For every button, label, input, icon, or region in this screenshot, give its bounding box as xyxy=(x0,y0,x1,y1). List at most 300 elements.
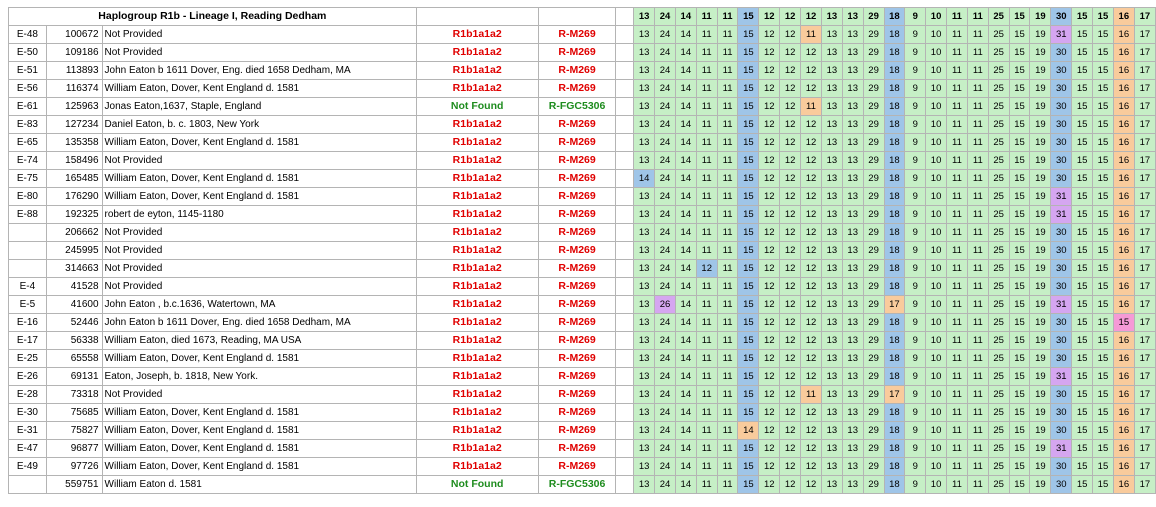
marker-value-cell: 15 xyxy=(738,314,759,332)
marker-value-cell: 12 xyxy=(801,332,822,350)
haplogroup-cell: R1b1a1a2 xyxy=(416,170,538,188)
marker-value-cell: 13 xyxy=(634,44,655,62)
marker-value-cell: 15 xyxy=(1009,224,1030,242)
marker-value-cell: 25 xyxy=(988,314,1009,332)
marker-value-cell: 9 xyxy=(905,422,926,440)
marker-value-cell: 16 xyxy=(1113,170,1134,188)
marker-value-cell: 17 xyxy=(1134,224,1155,242)
marker-value-cell: 17 xyxy=(1134,332,1155,350)
marker-value-cell: 11 xyxy=(947,80,968,98)
marker-value-cell: 12 xyxy=(759,314,780,332)
marker-value-cell: 12 xyxy=(780,458,801,476)
spacer-cell xyxy=(616,44,634,62)
marker-value-cell: 16 xyxy=(1113,152,1134,170)
marker-value-cell: 31 xyxy=(1051,206,1072,224)
marker-value-cell: 13 xyxy=(842,314,863,332)
marker-value-cell: 13 xyxy=(842,278,863,296)
member-id-cell: E-48 xyxy=(9,26,47,44)
marker-value-cell: 13 xyxy=(821,44,842,62)
marker-value-cell: 15 xyxy=(1072,260,1093,278)
table-row xyxy=(9,350,1156,368)
marker-value-cell: 10 xyxy=(926,476,947,494)
marker-value-cell: 11 xyxy=(947,44,968,62)
marker-value-cell: 18 xyxy=(884,44,905,62)
marker-value-cell: 12 xyxy=(801,440,822,458)
marker-value-cell: 25 xyxy=(988,404,1009,422)
marker-value-cell: 17 xyxy=(1134,278,1155,296)
marker-value-cell: 9 xyxy=(905,80,926,98)
marker-value-cell: 29 xyxy=(863,422,884,440)
table-title: Haplogroup R1b - Lineage I, Reading Dedham xyxy=(9,8,417,26)
marker-value-cell: 11 xyxy=(717,422,738,440)
marker-value-cell: 11 xyxy=(947,260,968,278)
ancestor-name-cell: William Eaton, Dover, Kent England d. 1581 xyxy=(102,440,416,458)
haplogroup-table xyxy=(8,7,1156,494)
marker-value-cell: 17 xyxy=(1134,386,1155,404)
marker-value-cell: 13 xyxy=(821,386,842,404)
marker-value-cell: 13 xyxy=(842,188,863,206)
marker-value-cell: 12 xyxy=(801,44,822,62)
marker-value-cell: 15 xyxy=(1072,116,1093,134)
marker-value-cell: 30 xyxy=(1051,152,1072,170)
marker-value-cell: 29 xyxy=(863,458,884,476)
marker-value-cell: 18 xyxy=(884,314,905,332)
marker-value-cell: 24 xyxy=(655,98,676,116)
marker-value-cell: 19 xyxy=(1030,242,1051,260)
marker-value-cell: 30 xyxy=(1051,332,1072,350)
marker-value-cell: 30 xyxy=(1051,350,1072,368)
ancestor-name-cell: Eaton, Joseph, b. 1818, New York. xyxy=(102,368,416,386)
marker-value-cell: 11 xyxy=(967,458,988,476)
marker-value-cell: 10 xyxy=(926,98,947,116)
marker-value-cell: 19 xyxy=(1030,368,1051,386)
marker-value-cell: 17 xyxy=(1134,206,1155,224)
header-hg-cell xyxy=(416,8,538,26)
marker-value-cell: 11 xyxy=(967,332,988,350)
marker-value-cell: 9 xyxy=(905,368,926,386)
table-row xyxy=(9,440,1156,458)
marker-header-cell: 29 xyxy=(863,8,884,26)
marker-value-cell: 29 xyxy=(863,350,884,368)
marker-value-cell: 13 xyxy=(842,260,863,278)
marker-value-cell: 30 xyxy=(1051,134,1072,152)
marker-value-cell: 12 xyxy=(759,26,780,44)
marker-value-cell: 15 xyxy=(738,170,759,188)
member-id-cell: E-5 xyxy=(9,296,47,314)
member-id-cell: E-30 xyxy=(9,404,47,422)
ancestor-name-cell: John Eaton , b.c.1636, Watertown, MA xyxy=(102,296,416,314)
marker-value-cell: 9 xyxy=(905,116,926,134)
marker-value-cell: 19 xyxy=(1030,278,1051,296)
marker-value-cell: 13 xyxy=(821,458,842,476)
marker-value-cell: 14 xyxy=(738,422,759,440)
snp-cell: R-M269 xyxy=(538,404,616,422)
marker-value-cell: 13 xyxy=(634,386,655,404)
haplogroup-cell: R1b1a1a2 xyxy=(416,404,538,422)
spacer-cell xyxy=(616,242,634,260)
marker-value-cell: 13 xyxy=(842,224,863,242)
spacer-cell xyxy=(616,170,634,188)
marker-value-cell: 31 xyxy=(1051,368,1072,386)
marker-value-cell: 11 xyxy=(696,368,717,386)
marker-value-cell: 25 xyxy=(988,296,1009,314)
kit-number-cell: 69131 xyxy=(46,368,102,386)
marker-value-cell: 15 xyxy=(1093,278,1114,296)
spacer-cell xyxy=(616,116,634,134)
marker-value-cell: 9 xyxy=(905,170,926,188)
marker-value-cell: 12 xyxy=(801,350,822,368)
marker-value-cell: 9 xyxy=(905,224,926,242)
marker-value-cell: 15 xyxy=(738,296,759,314)
marker-value-cell: 12 xyxy=(801,62,822,80)
marker-header-cell: 17 xyxy=(1134,8,1155,26)
marker-value-cell: 13 xyxy=(821,350,842,368)
marker-value-cell: 12 xyxy=(801,170,822,188)
haplogroup-cell: R1b1a1a2 xyxy=(416,242,538,260)
marker-value-cell: 11 xyxy=(967,62,988,80)
marker-value-cell: 12 xyxy=(801,134,822,152)
snp-cell: R-M269 xyxy=(538,44,616,62)
marker-value-cell: 9 xyxy=(905,350,926,368)
marker-value-cell: 12 xyxy=(759,440,780,458)
spacer-cell xyxy=(616,404,634,422)
marker-value-cell: 24 xyxy=(655,242,676,260)
marker-value-cell: 16 xyxy=(1113,62,1134,80)
haplogroup-cell: R1b1a1a2 xyxy=(416,440,538,458)
ancestor-name-cell: Not Provided xyxy=(102,260,416,278)
marker-value-cell: 25 xyxy=(988,206,1009,224)
marker-value-cell: 15 xyxy=(738,44,759,62)
marker-value-cell: 11 xyxy=(967,440,988,458)
marker-value-cell: 12 xyxy=(780,80,801,98)
marker-value-cell: 11 xyxy=(717,80,738,98)
marker-value-cell: 15 xyxy=(1009,404,1030,422)
marker-value-cell: 25 xyxy=(988,188,1009,206)
haplogroup-cell: R1b1a1a2 xyxy=(416,152,538,170)
marker-value-cell: 11 xyxy=(717,44,738,62)
marker-value-cell: 26 xyxy=(655,296,676,314)
marker-value-cell: 9 xyxy=(905,332,926,350)
marker-value-cell: 11 xyxy=(696,440,717,458)
marker-value-cell: 10 xyxy=(926,224,947,242)
marker-value-cell: 11 xyxy=(967,476,988,494)
marker-value-cell: 12 xyxy=(759,188,780,206)
marker-value-cell: 10 xyxy=(926,188,947,206)
marker-value-cell: 11 xyxy=(967,152,988,170)
marker-value-cell: 11 xyxy=(696,350,717,368)
snp-cell: R-M269 xyxy=(538,458,616,476)
marker-value-cell: 18 xyxy=(884,170,905,188)
marker-value-cell: 29 xyxy=(863,386,884,404)
marker-header-cell: 14 xyxy=(675,8,696,26)
haplogroup-cell: R1b1a1a2 xyxy=(416,332,538,350)
marker-value-cell: 14 xyxy=(675,386,696,404)
marker-value-cell: 12 xyxy=(780,98,801,116)
table-row xyxy=(9,332,1156,350)
marker-value-cell: 12 xyxy=(759,242,780,260)
marker-value-cell: 12 xyxy=(780,350,801,368)
marker-value-cell: 16 xyxy=(1113,224,1134,242)
ancestor-name-cell: Not Provided xyxy=(102,26,416,44)
marker-value-cell: 25 xyxy=(988,170,1009,188)
marker-value-cell: 10 xyxy=(926,62,947,80)
marker-value-cell: 14 xyxy=(675,368,696,386)
marker-value-cell: 24 xyxy=(655,134,676,152)
haplogroup-cell: R1b1a1a2 xyxy=(416,422,538,440)
marker-value-cell: 29 xyxy=(863,242,884,260)
marker-value-cell: 29 xyxy=(863,152,884,170)
marker-value-cell: 17 xyxy=(1134,368,1155,386)
marker-value-cell: 11 xyxy=(801,386,822,404)
marker-value-cell: 18 xyxy=(884,476,905,494)
marker-value-cell: 14 xyxy=(675,152,696,170)
marker-value-cell: 12 xyxy=(759,332,780,350)
marker-header-cell: 11 xyxy=(717,8,738,26)
marker-value-cell: 24 xyxy=(655,404,676,422)
member-id-cell: E-75 xyxy=(9,170,47,188)
marker-value-cell: 10 xyxy=(926,260,947,278)
marker-value-cell: 12 xyxy=(759,152,780,170)
marker-header-cell: 19 xyxy=(1030,8,1051,26)
table-row xyxy=(9,422,1156,440)
marker-value-cell: 12 xyxy=(780,278,801,296)
marker-value-cell: 15 xyxy=(738,332,759,350)
marker-value-cell: 10 xyxy=(926,206,947,224)
marker-value-cell: 17 xyxy=(1134,422,1155,440)
marker-value-cell: 12 xyxy=(801,314,822,332)
marker-value-cell: 11 xyxy=(967,386,988,404)
marker-value-cell: 15 xyxy=(1093,134,1114,152)
marker-value-cell: 13 xyxy=(842,242,863,260)
marker-value-cell: 13 xyxy=(634,224,655,242)
marker-header-cell: 10 xyxy=(926,8,947,26)
marker-value-cell: 15 xyxy=(1072,404,1093,422)
member-id-cell xyxy=(9,242,47,260)
marker-value-cell: 13 xyxy=(634,458,655,476)
marker-value-cell: 19 xyxy=(1030,404,1051,422)
marker-value-cell: 31 xyxy=(1051,296,1072,314)
marker-value-cell: 24 xyxy=(655,206,676,224)
marker-value-cell: 18 xyxy=(884,278,905,296)
marker-value-cell: 11 xyxy=(717,314,738,332)
spacer-cell xyxy=(616,98,634,116)
marker-value-cell: 9 xyxy=(905,62,926,80)
marker-value-cell: 15 xyxy=(738,242,759,260)
marker-value-cell: 11 xyxy=(717,116,738,134)
marker-value-cell: 14 xyxy=(675,116,696,134)
marker-value-cell: 15 xyxy=(1093,368,1114,386)
marker-value-cell: 11 xyxy=(717,404,738,422)
marker-value-cell: 18 xyxy=(884,242,905,260)
marker-value-cell: 13 xyxy=(634,98,655,116)
marker-value-cell: 11 xyxy=(717,296,738,314)
marker-value-cell: 13 xyxy=(821,440,842,458)
kit-number-cell: 100672 xyxy=(46,26,102,44)
marker-value-cell: 11 xyxy=(947,188,968,206)
marker-value-cell: 13 xyxy=(842,350,863,368)
marker-value-cell: 15 xyxy=(1072,350,1093,368)
marker-value-cell: 11 xyxy=(717,332,738,350)
marker-value-cell: 15 xyxy=(1093,224,1114,242)
marker-value-cell: 30 xyxy=(1051,98,1072,116)
marker-value-cell: 14 xyxy=(675,62,696,80)
header-snp-cell xyxy=(538,8,616,26)
marker-value-cell: 18 xyxy=(884,440,905,458)
table-row xyxy=(9,476,1156,494)
marker-value-cell: 15 xyxy=(1072,152,1093,170)
marker-value-cell: 11 xyxy=(696,296,717,314)
marker-value-cell: 12 xyxy=(780,422,801,440)
marker-value-cell: 17 xyxy=(1134,476,1155,494)
marker-value-cell: 15 xyxy=(1009,476,1030,494)
marker-value-cell: 12 xyxy=(759,458,780,476)
marker-value-cell: 14 xyxy=(675,314,696,332)
marker-value-cell: 12 xyxy=(780,206,801,224)
marker-value-cell: 15 xyxy=(1093,98,1114,116)
marker-value-cell: 12 xyxy=(759,386,780,404)
marker-value-cell: 19 xyxy=(1030,422,1051,440)
marker-value-cell: 15 xyxy=(1072,80,1093,98)
ancestor-name-cell: William Eaton, Dover, Kent England d. 1581 xyxy=(102,134,416,152)
marker-value-cell: 15 xyxy=(1093,476,1114,494)
spacer-cell xyxy=(616,350,634,368)
marker-value-cell: 10 xyxy=(926,458,947,476)
kit-number-cell: 116374 xyxy=(46,80,102,98)
marker-value-cell: 15 xyxy=(1072,26,1093,44)
marker-value-cell: 13 xyxy=(842,80,863,98)
marker-value-cell: 24 xyxy=(655,422,676,440)
marker-value-cell: 29 xyxy=(863,278,884,296)
marker-value-cell: 9 xyxy=(905,260,926,278)
marker-value-cell: 12 xyxy=(801,368,822,386)
marker-value-cell: 29 xyxy=(863,62,884,80)
marker-value-cell: 11 xyxy=(801,26,822,44)
marker-value-cell: 10 xyxy=(926,422,947,440)
ancestor-name-cell: Not Provided xyxy=(102,278,416,296)
marker-value-cell: 11 xyxy=(717,170,738,188)
member-id-cell: E-88 xyxy=(9,206,47,224)
spacer-cell xyxy=(616,458,634,476)
marker-value-cell: 25 xyxy=(988,152,1009,170)
member-id-cell: E-49 xyxy=(9,458,47,476)
marker-value-cell: 14 xyxy=(675,170,696,188)
haplogroup-cell: R1b1a1a2 xyxy=(416,206,538,224)
haplogroup-cell: R1b1a1a2 xyxy=(416,314,538,332)
kit-number-cell: 113893 xyxy=(46,62,102,80)
snp-cell: R-M269 xyxy=(538,152,616,170)
marker-value-cell: 11 xyxy=(967,278,988,296)
marker-value-cell: 15 xyxy=(1093,80,1114,98)
marker-value-cell: 11 xyxy=(717,368,738,386)
marker-value-cell: 30 xyxy=(1051,62,1072,80)
marker-value-cell: 12 xyxy=(801,296,822,314)
member-id-cell: E-4 xyxy=(9,278,47,296)
ancestor-name-cell: Not Provided xyxy=(102,386,416,404)
marker-value-cell: 15 xyxy=(1009,458,1030,476)
member-id-cell: E-31 xyxy=(9,422,47,440)
marker-value-cell: 15 xyxy=(1009,314,1030,332)
marker-value-cell: 29 xyxy=(863,116,884,134)
member-id-cell: E-26 xyxy=(9,368,47,386)
marker-value-cell: 9 xyxy=(905,314,926,332)
marker-value-cell: 17 xyxy=(1134,296,1155,314)
haplogroup-cell: R1b1a1a2 xyxy=(416,368,538,386)
marker-value-cell: 15 xyxy=(738,404,759,422)
spacer-cell xyxy=(616,332,634,350)
marker-value-cell: 30 xyxy=(1051,476,1072,494)
marker-value-cell: 19 xyxy=(1030,386,1051,404)
kit-number-cell: 192325 xyxy=(46,206,102,224)
spacer-cell xyxy=(616,278,634,296)
marker-value-cell: 19 xyxy=(1030,206,1051,224)
marker-value-cell: 11 xyxy=(947,152,968,170)
marker-value-cell: 11 xyxy=(696,314,717,332)
marker-value-cell: 25 xyxy=(988,422,1009,440)
member-id-cell xyxy=(9,224,47,242)
marker-value-cell: 15 xyxy=(1009,350,1030,368)
header-row xyxy=(9,8,1156,26)
marker-value-cell: 31 xyxy=(1051,26,1072,44)
marker-value-cell: 11 xyxy=(967,44,988,62)
marker-value-cell: 10 xyxy=(926,116,947,134)
table-row xyxy=(9,458,1156,476)
marker-value-cell: 11 xyxy=(967,80,988,98)
snp-cell: R-M269 xyxy=(538,314,616,332)
marker-value-cell: 13 xyxy=(634,422,655,440)
marker-value-cell: 15 xyxy=(1093,26,1114,44)
marker-value-cell: 15 xyxy=(738,62,759,80)
marker-value-cell: 19 xyxy=(1030,80,1051,98)
marker-value-cell: 17 xyxy=(1134,242,1155,260)
marker-value-cell: 13 xyxy=(821,260,842,278)
marker-value-cell: 11 xyxy=(967,98,988,116)
marker-value-cell: 25 xyxy=(988,368,1009,386)
marker-value-cell: 13 xyxy=(634,368,655,386)
marker-value-cell: 9 xyxy=(905,188,926,206)
marker-value-cell: 11 xyxy=(947,224,968,242)
table-row xyxy=(9,368,1156,386)
marker-value-cell: 25 xyxy=(988,332,1009,350)
marker-value-cell: 10 xyxy=(926,350,947,368)
kit-number-cell: 127234 xyxy=(46,116,102,134)
kit-number-cell: 158496 xyxy=(46,152,102,170)
marker-value-cell: 17 xyxy=(1134,440,1155,458)
marker-value-cell: 12 xyxy=(759,170,780,188)
marker-value-cell: 9 xyxy=(905,206,926,224)
ancestor-name-cell: John Eaton b 1611 Dover, Eng. died 1658 Dedham, MA xyxy=(102,314,416,332)
marker-value-cell: 13 xyxy=(634,440,655,458)
marker-value-cell: 29 xyxy=(863,368,884,386)
marker-value-cell: 15 xyxy=(1072,170,1093,188)
marker-value-cell: 14 xyxy=(675,224,696,242)
marker-value-cell: 17 xyxy=(1134,188,1155,206)
marker-header-cell: 11 xyxy=(947,8,968,26)
marker-value-cell: 15 xyxy=(1009,188,1030,206)
marker-value-cell: 15 xyxy=(1093,332,1114,350)
table-row xyxy=(9,134,1156,152)
marker-value-cell: 24 xyxy=(655,350,676,368)
marker-value-cell: 15 xyxy=(738,152,759,170)
marker-value-cell: 12 xyxy=(780,386,801,404)
ancestor-name-cell: Not Provided xyxy=(102,152,416,170)
table-row xyxy=(9,62,1156,80)
marker-value-cell: 18 xyxy=(884,62,905,80)
marker-value-cell: 11 xyxy=(696,170,717,188)
ancestor-name-cell: robert de eyton, 1145-1180 xyxy=(102,206,416,224)
marker-value-cell: 11 xyxy=(947,242,968,260)
marker-value-cell: 9 xyxy=(905,98,926,116)
marker-value-cell: 14 xyxy=(675,440,696,458)
